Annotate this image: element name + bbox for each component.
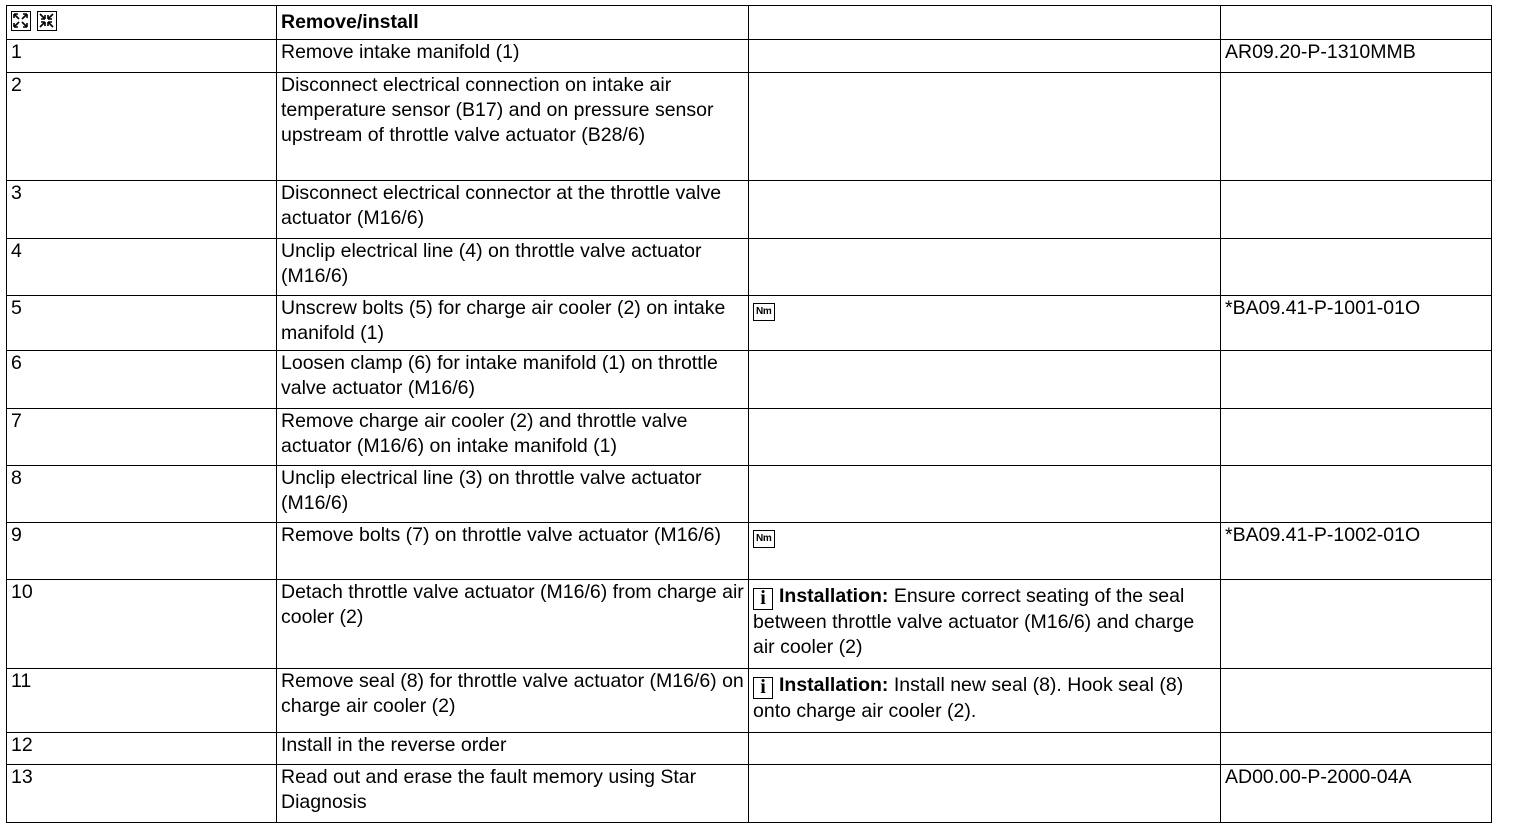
torque-spec-icon[interactable]: Nm [753, 303, 775, 321]
step-number: 11 [7, 669, 277, 733]
step-number: 3 [7, 181, 277, 239]
header-code-cell [1221, 6, 1492, 40]
step-number: 2 [7, 73, 277, 181]
document-reference-link [1221, 669, 1492, 733]
step-text: Disconnect electrical connector at the throttle valve actuator (M16/6) [277, 181, 749, 239]
document-reference-link [1221, 733, 1492, 765]
step-notes [749, 181, 1221, 239]
installation-note [753, 669, 1216, 724]
step-text: Read out and erase the fault memory using Star Diagnosis [277, 765, 749, 823]
step-row [7, 466, 1492, 523]
header-title: Remove/install [277, 6, 749, 40]
note-text: Install new seal (8). Hook seal (8) onto charge air cooler (2). [753, 674, 1184, 722]
step-number: 10 [7, 580, 277, 669]
step-notes [749, 765, 1221, 823]
collapse-all-icon[interactable] [37, 11, 57, 31]
step-notes [749, 523, 1221, 580]
info-icon: i [753, 677, 773, 699]
document-reference-link [1221, 409, 1492, 466]
step-notes [749, 669, 1221, 733]
note-text: Ensure correct seating of the seal between throttle valve actuator (M16/6) and charge air cooler (2) [753, 585, 1195, 658]
document-reference-link [1221, 351, 1492, 409]
step-row [7, 523, 1492, 580]
document-reference-link [1221, 580, 1492, 669]
step-notes [749, 466, 1221, 523]
document-reference-link[interactable]: AD00.00-P-2000-04A [1221, 765, 1492, 823]
step-notes [749, 40, 1221, 73]
step-number: 6 [7, 351, 277, 409]
step-row [7, 239, 1492, 296]
step-notes [749, 580, 1221, 669]
step-row [7, 296, 1492, 351]
document-reference-link [1221, 73, 1492, 181]
step-row [7, 409, 1492, 466]
step-row [7, 580, 1492, 669]
step-notes [749, 239, 1221, 296]
step-number: 13 [7, 765, 277, 823]
step-row [7, 40, 1492, 73]
document-reference-link[interactable]: AR09.20-P-1310MMB [1221, 40, 1492, 73]
document-reference-link[interactable]: *BA09.41-P-1001-01O [1221, 296, 1492, 351]
step-number: 12 [7, 733, 277, 765]
installation-note [753, 580, 1216, 660]
step-row [7, 181, 1492, 239]
step-text: Detach throttle valve actuator (M16/6) from charge air cooler (2) [277, 580, 749, 669]
step-text: Unscrew bolts (5) for charge air cooler (2) on intake manifold (1) [277, 296, 749, 351]
header-icons-cell [7, 6, 277, 40]
header-row [7, 6, 1492, 40]
step-row [7, 73, 1492, 181]
step-number: 5 [7, 296, 277, 351]
step-number: 9 [7, 523, 277, 580]
step-number: 8 [7, 466, 277, 523]
step-text: Remove bolts (7) on throttle valve actuator (M16/6) [277, 523, 749, 580]
step-text: Unclip electrical line (3) on throttle valve actuator (M16/6) [277, 466, 749, 523]
step-text: Loosen clamp (6) for intake manifold (1) on throttle valve actuator (M16/6) [277, 351, 749, 409]
procedure-table [6, 5, 1492, 823]
step-notes [749, 409, 1221, 466]
step-notes [749, 296, 1221, 351]
info-icon: i [753, 588, 773, 610]
header-notes-cell [749, 6, 1221, 40]
step-text: Remove intake manifold (1) [277, 40, 749, 73]
step-row [7, 669, 1492, 733]
step-text: Remove charge air cooler (2) and throttle valve actuator (M16/6) on intake manifold (1) [277, 409, 749, 466]
step-notes [749, 733, 1221, 765]
note-label: Installation: [779, 585, 889, 607]
note-label: Installation: [779, 674, 889, 696]
document-reference-link [1221, 239, 1492, 296]
torque-spec-icon[interactable]: Nm [753, 530, 775, 548]
step-number: 1 [7, 40, 277, 73]
document-reference-link [1221, 466, 1492, 523]
step-number: 4 [7, 239, 277, 296]
step-text: Unclip electrical line (4) on throttle valve actuator (M16/6) [277, 239, 749, 296]
step-text: Install in the reverse order [277, 733, 749, 765]
step-row [7, 733, 1492, 765]
step-notes [749, 351, 1221, 409]
step-row [7, 765, 1492, 823]
step-number: 7 [7, 409, 277, 466]
document-reference-link[interactable]: *BA09.41-P-1002-01O [1221, 523, 1492, 580]
document-reference-link [1221, 181, 1492, 239]
step-row [7, 351, 1492, 409]
step-text: Disconnect electrical connection on intake air temperature sensor (B17) and on pressure sensor upstream of throttle valve actuator (B28/6) [277, 73, 749, 181]
step-notes [749, 73, 1221, 181]
expand-all-icon[interactable] [11, 11, 31, 31]
step-text: Remove seal (8) for throttle valve actuator (M16/6) on charge air cooler (2) [277, 669, 749, 733]
